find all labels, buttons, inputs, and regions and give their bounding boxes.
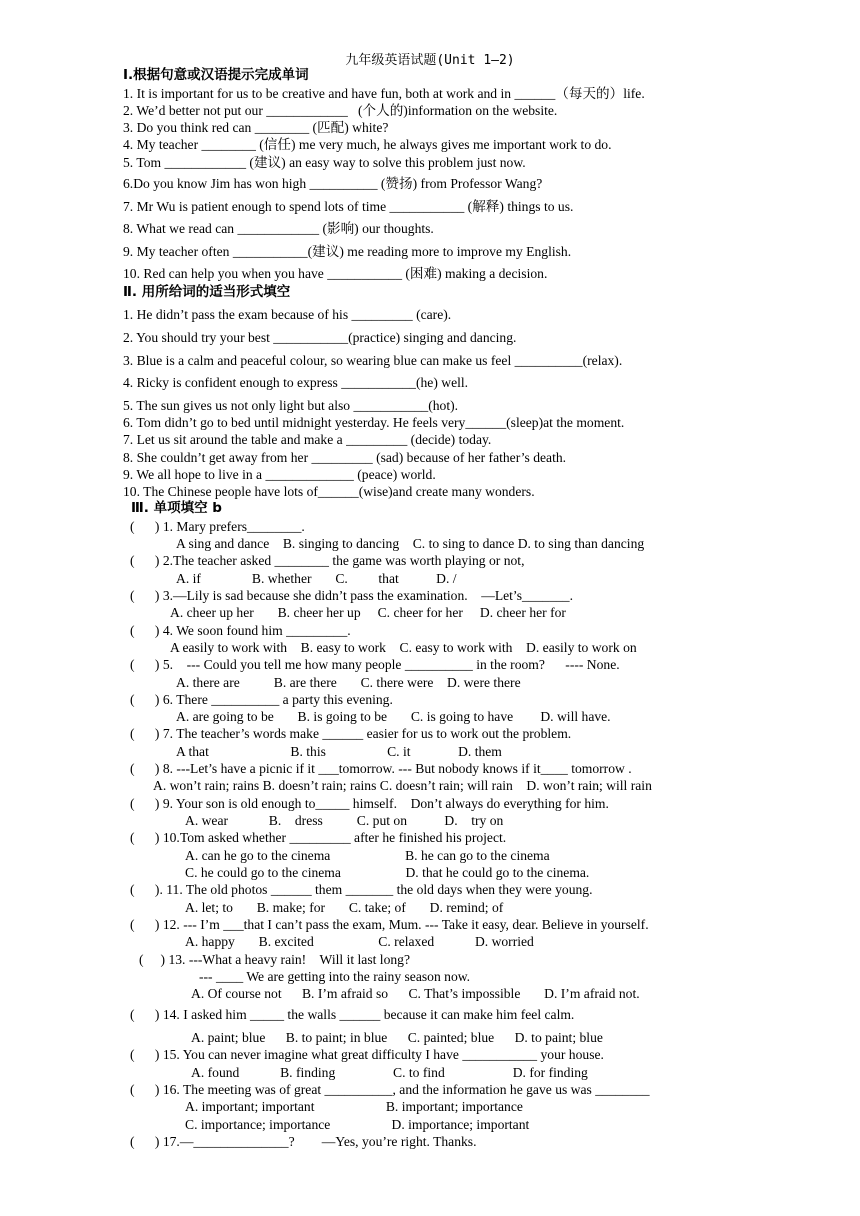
option-line: A sing and dance B. singing to dancing C. to sing to dance D. to sing than dancing (176, 536, 645, 551)
section-2-item: 2. You should try your best ___________(practice) singing and dancing. (123, 330, 517, 345)
option-line: C. he could go to the cinema D. that he could go to the cinema. (185, 865, 590, 880)
section-1-item: 9. My teacher often ___________(建议) me reading more to improve my English. (123, 244, 572, 259)
section-2-item: 4. Ricky is confident enough to express ___________(he) well. (123, 375, 469, 390)
question-line: --- ____ We are getting into the rainy season now. (199, 969, 471, 984)
option-line: A. cheer up her B. cheer her up C. cheer for her D. cheer her for (170, 605, 566, 620)
question-line: ( ) 6. There __________ a party this evening. (130, 692, 393, 707)
option-line: A. found B. finding C. to find D. for finding (191, 1065, 588, 1080)
section-2-item: 6. Tom didn’t go to bed until midnight yesterday. He feels very______(sleep)at the moment. (123, 415, 625, 430)
question-line: ( ). 11. The old photos ______ them _______ the old days when they were young. (130, 882, 593, 897)
option-line: C. importance; importance D. importance; important (185, 1117, 530, 1132)
option-line: A. are going to be B. is going to be C. is going to have D. will have. (176, 709, 611, 724)
question-line: ( ) 16. The meeting was of great __________, and the information he gave us was ________ (130, 1082, 650, 1097)
option-line: A. wear B. dress C. put on D. try on (185, 813, 504, 828)
option-line: A. happy B. excited C. relaxed D. worried (185, 934, 534, 949)
section-2-item: 1. He didn’t pass the exam because of his _________ (care). (123, 307, 452, 322)
option-line: A. Of course not B. I’m afraid so C. That’s impossible D. I’m afraid not. (191, 986, 640, 1001)
section-1-heading: Ⅰ.根据句意或汉语提示完成单词 (123, 67, 309, 83)
section-2-item: 9. We all hope to live in a _____________ (peace) world. (123, 467, 436, 482)
option-line: A. can he go to the cinema B. he can go to the cinema (185, 848, 550, 863)
question-line: ( ) 5. --- Could you tell me how many people __________ in the room? ---- None. (130, 657, 620, 672)
option-line: A. won’t rain; rains B. doesn’t rain; rains C. doesn’t rain; will rain D. won’t rain; will rain (153, 778, 652, 793)
question-line: ( ) 13. ---What a heavy rain! Will it last long? (139, 952, 410, 967)
question-line: ( ) 8. ---Let’s have a picnic if it ___tomorrow. --- But nobody knows if it____ tomorrow . (130, 761, 632, 776)
question-line: ( ) 12. --- I’m ___that I can’t pass the exam, Mum. --- Take it easy, dear. Believe in yourself. (130, 917, 649, 932)
section-3-heading: Ⅲ. 单项填空 b (131, 500, 222, 516)
section-2-item: 7. Let us sit around the table and make a _________ (decide) today. (123, 432, 492, 447)
question-line: ( ) 17.—______________? —Yes, you’re right. Thanks. (130, 1134, 477, 1149)
question-line: ( ) 7. The teacher’s words make ______ easier for us to work out the problem. (130, 726, 572, 741)
option-line: A. there are B. are there C. there were D. were there (176, 675, 521, 690)
option-line: A. if B. whether C. that D. / (176, 571, 457, 586)
section-1-item: 6.Do you know Jim has won high __________ (赞扬) from Professor Wang? (123, 176, 543, 191)
question-line: ( ) 15. You can never imagine what great difficulty I have ___________ your house. (130, 1047, 604, 1062)
question-line: ( ) 2.The teacher asked ________ the game was worth playing or not, (130, 553, 525, 568)
option-line: A that B. this C. it D. them (176, 744, 502, 759)
question-line: ( ) 9. Your son is old enough to_____ himself. Don’t always do everything for him. (130, 796, 609, 811)
section-2-item: 10. The Chinese people have lots of______(wise)and create many wonders. (123, 484, 535, 499)
question-line: ( ) 1. Mary prefers________. (130, 519, 305, 534)
question-line: ( ) 10.Tom asked whether _________ after he finished his project. (130, 830, 507, 845)
option-line: A easily to work with B. easy to work C. easy to work with D. easily to work on (170, 640, 637, 655)
section-2-item: 3. Blue is a calm and peaceful colour, so wearing blue can make us feel __________(relax). (123, 353, 623, 368)
section-1-item: 4. My teacher ________ (信任) me very much, he always gives me important work to do. (123, 137, 612, 152)
section-1-item: 1. It is important for us to be creative and have fun, both at work and in ______（每天的）life. (123, 86, 645, 101)
section-1-item: 8. What we read can ____________ (影响) our thoughts. (123, 221, 434, 236)
section-2-item: 5. The sun gives us not only light but also ___________(hot). (123, 398, 459, 413)
option-line: A. let; to B. make; for C. take; of D. remind; of (185, 900, 504, 915)
option-line: A. paint; blue B. to paint; in blue C. painted; blue D. to paint; blue (191, 1030, 603, 1045)
section-2-item: 8. She couldn’t get away from her _________ (sad) because of her father’s death. (123, 450, 567, 465)
section-1-item: 3. Do you think red can ________ (匹配) white? (123, 120, 389, 135)
section-1-item: 5. Tom ____________ (建议) an easy way to solve this problem just now. (123, 155, 526, 170)
option-line: A. important; important B. important; importance (185, 1099, 523, 1114)
section-2-heading: Ⅱ. 用所给词的适当形式填空 (123, 284, 291, 300)
page-title: 九年级英语试题(Unit 1—2) (345, 53, 515, 68)
question-line: ( ) 4. We soon found him _________. (130, 623, 351, 638)
question-line: ( ) 3.—Lily is sad because she didn’t pass the examination. —Let’s_______. (130, 588, 573, 603)
section-1-item: 10. Red can help you when you have ___________ (困难) making a decision. (123, 266, 548, 281)
question-line: ( ) 14. I asked him _____ the walls ______ because it can make him feel calm. (130, 1007, 575, 1022)
section-1-item: 2. We’d better not put our ____________ (个人的)information on the website. (123, 103, 558, 118)
section-1-item: 7. Mr Wu is patient enough to spend lots of time ___________ (解释) things to us. (123, 199, 574, 214)
